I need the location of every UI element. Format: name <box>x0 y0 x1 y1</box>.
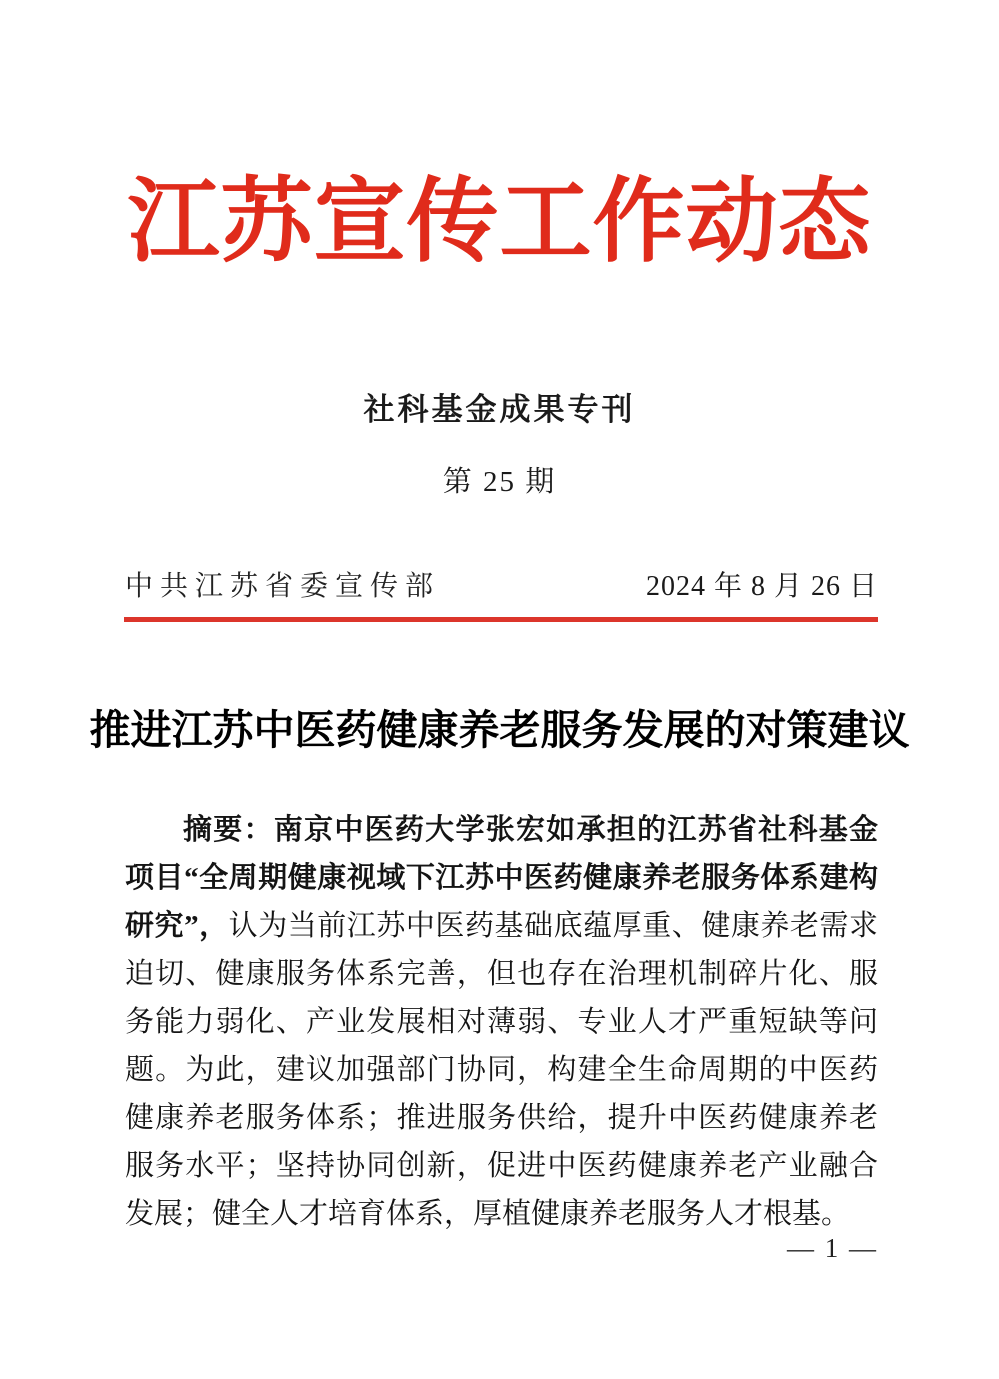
masthead-title: 江苏宣传工作动态 <box>127 171 872 273</box>
issue-subtitle: 社科基金成果专刊 <box>363 392 636 427</box>
abstract-paragraph <box>125 806 878 1238</box>
red-divider-rule <box>124 617 878 622</box>
article-title: 推进江苏中医药健康养老服务发展的对策建议 <box>89 707 910 753</box>
publisher-name: 中共江苏省委宣传部 <box>125 571 441 602</box>
abstract-lead-text: 摘要：南京中医药大学张宏如承担的江苏省社科基金项目“全周期健康视域下江苏中医药健康养老服务体系建构研究”， <box>125 814 878 942</box>
abstract-body-text: 认为当前江苏中医药基础底蕴厚重、健康养老需求迫切、健康服务体系完善，但也存在治理机制碎片化、服务能力弱化、产业发展相对薄弱、专业人才严重短缺等问题。为此，建议加强部门协同，构建全生命周期的中医药健康养老服务体系；推进服务供给，提升中医药健康养老服务水平；坚持协同创新，促进中医药健康养老产业融合发展；健全人才培育体系，厚植健康养老服务人才根基。 <box>125 910 878 1230</box>
page-number: — 1 — <box>787 1233 878 1263</box>
publish-date: 2024 年 8 月 26 日 <box>645 571 878 602</box>
issue-number: 第 25 期 <box>442 466 557 498</box>
publisher-date-row <box>125 564 878 604</box>
